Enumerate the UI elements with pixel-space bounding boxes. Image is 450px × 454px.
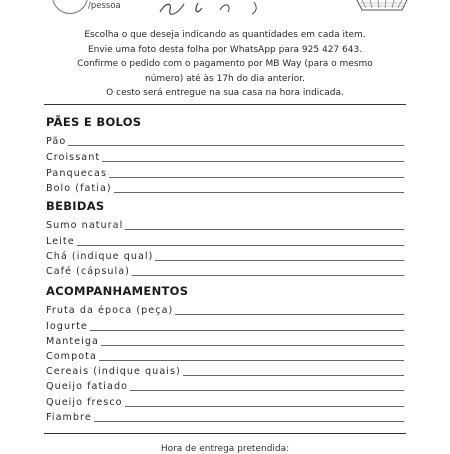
item-label: Compota [46, 351, 97, 362]
quantity-line[interactable] [109, 177, 404, 178]
instruction-line: Escolha o que deseja indicando as quantidades em cada item. [84, 30, 366, 40]
quantity-line[interactable] [125, 229, 404, 230]
item-label: Cereais (indique quais) [46, 366, 181, 377]
delivery-time-label: Hora de entrega pretendida: [160, 444, 290, 454]
quantity-line[interactable] [132, 275, 404, 276]
quantity-line[interactable] [101, 345, 404, 346]
instruction-line: O cesto será entregue na sua casa na hora indicada. [106, 88, 344, 99]
instruction-line: número) até às 17h do dia anterior. [144, 73, 305, 84]
order-row-bolo[interactable] [46, 180, 404, 194]
item-label: Queijo fatiado [46, 381, 129, 392]
item-label: Fiambre [46, 412, 92, 423]
top-divider [44, 104, 406, 105]
item-label: Panquecas [46, 168, 107, 179]
quantity-line[interactable] [68, 145, 404, 146]
order-row-iogurte[interactable] [46, 318, 404, 332]
basket-icon [352, 0, 412, 14]
quantity-line[interactable] [155, 260, 404, 261]
quantity-line[interactable] [102, 161, 404, 162]
order-row-manteiga[interactable] [46, 333, 404, 347]
item-label: Pão [46, 136, 67, 147]
bottom-divider [44, 433, 406, 434]
item-label: Queijo fresco [46, 397, 123, 408]
order-row-croissant[interactable] [46, 149, 404, 163]
item-label: Leite [46, 236, 75, 247]
order-row-fruta[interactable] [46, 302, 404, 316]
order-row-panquecas[interactable] [46, 165, 404, 179]
order-row-sumo[interactable] [46, 217, 404, 231]
instructions [40, 28, 410, 101]
item-label: Sumo natural [46, 220, 124, 231]
instruction-line: Envie uma foto desta folha por WhatsApp para 925 427 643. [87, 44, 363, 55]
order-row-pao[interactable] [46, 133, 404, 147]
quantity-line[interactable] [183, 375, 404, 376]
header-subtitle: /pessoa [88, 1, 121, 11]
item-label: Croissant [46, 152, 101, 163]
quantity-line[interactable] [99, 360, 404, 361]
item-label: Fruta da época (peça) [46, 305, 174, 316]
order-row-queijo-fatiado[interactable] [46, 378, 404, 392]
order-row-compota[interactable] [46, 348, 404, 362]
order-row-cha[interactable] [46, 248, 404, 262]
quantity-line[interactable] [90, 330, 404, 331]
quantity-line[interactable] [175, 314, 404, 315]
instruction-line: Confirme o pedido com o pagamento por MB Way (para o mesmo [77, 59, 373, 70]
quantity-line[interactable] [130, 390, 404, 391]
order-row-cereais[interactable] [46, 363, 404, 377]
section-title-paes: PÃES E BOLOS [46, 115, 142, 129]
quantity-line[interactable] [77, 245, 404, 246]
section-title-bebidas: BEBIDAS [46, 199, 105, 213]
handwritten-logo-icon [158, 0, 268, 16]
logo-circle [52, 0, 88, 14]
quantity-line[interactable] [125, 406, 404, 407]
quantity-line[interactable] [94, 421, 404, 422]
header-strip [0, 0, 450, 22]
item-label: Bolo (fatia) [46, 183, 112, 194]
order-row-leite[interactable] [46, 233, 404, 247]
order-row-queijo-fresco[interactable] [46, 394, 404, 408]
order-row-fiambre[interactable] [46, 409, 404, 423]
quantity-line[interactable] [114, 192, 404, 193]
item-label: Café (cápsula) [46, 266, 130, 277]
section-title-acompanhamentos: ACOMPANHAMENTOS [46, 284, 189, 298]
item-label: Iogurte [46, 321, 88, 332]
item-label: Chá (indique qual) [46, 251, 154, 262]
order-row-cafe[interactable] [46, 263, 404, 277]
item-label: Manteiga [46, 336, 99, 347]
